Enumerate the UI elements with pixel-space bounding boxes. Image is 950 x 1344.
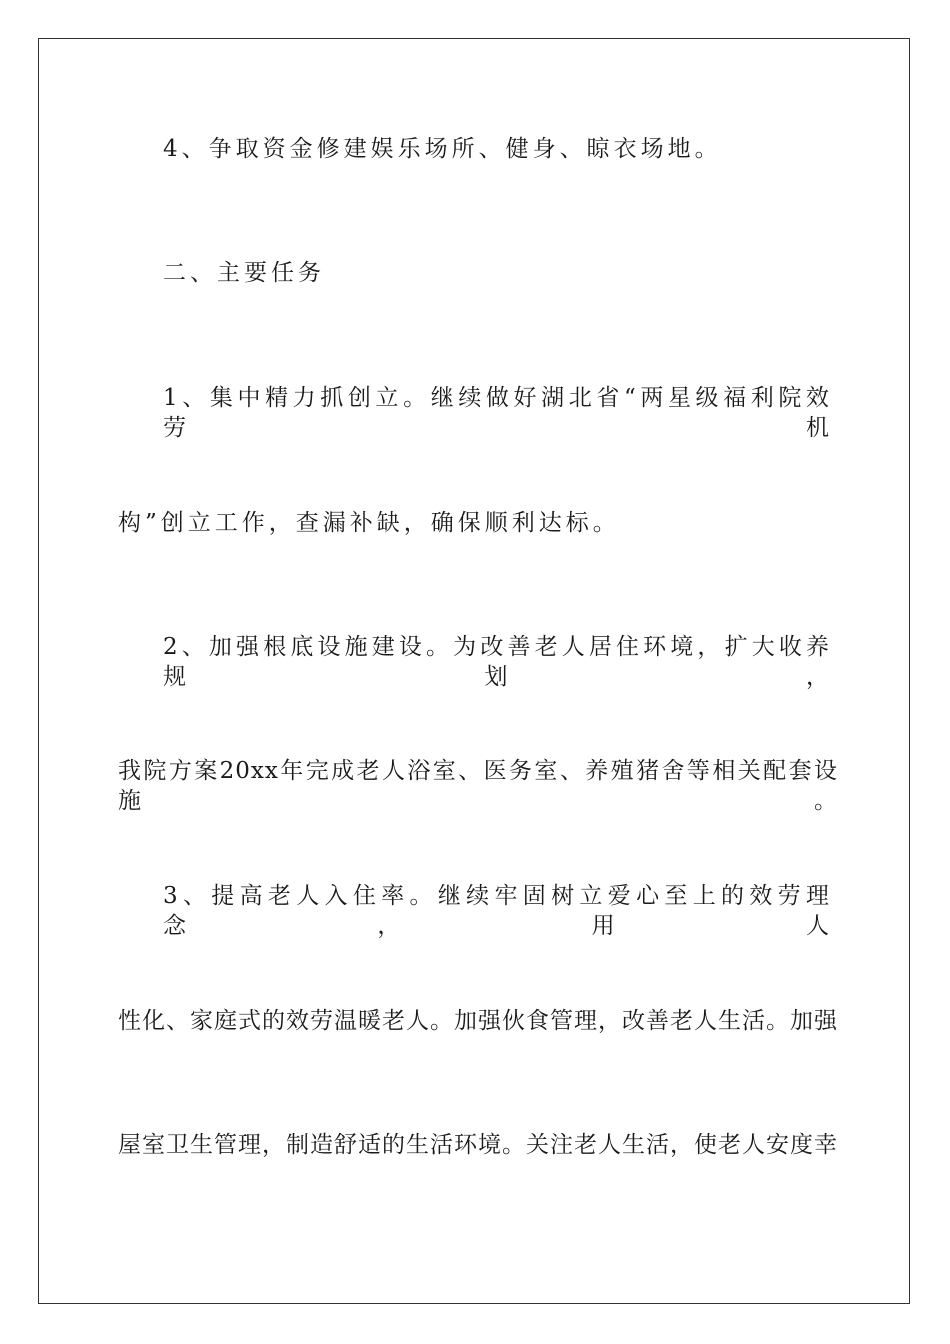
paragraph-item-3-line-3: 屋室卫生管理，制造舒适的生活环境。关注老人生活，使老人安度幸 xyxy=(118,1132,838,1158)
paragraph-item-2-line-2: 我院方案20xx年完成老人浴室、医务室、养殖猪舍等相关配套设施。 xyxy=(118,758,838,814)
paragraph-item-1-line-1: 1、集中精力抓创立。继续做好湖北省“两星级福利院效劳机 xyxy=(163,385,833,441)
paragraph-item-3-line-1: 3、提高老人入住率。继续牢固树立爱心至上的效劳理念，用人 xyxy=(163,883,833,939)
paragraph-item-3-line-2: 性化、家庭式的效劳温暖老人。加强伙食管理，改善老人生活。加强 xyxy=(118,1008,838,1034)
paragraph-item-1-line-2: 构”创立工作，查漏补缺，确保顺利达标。 xyxy=(118,510,620,536)
paragraph-item-2-line-1: 2、加强根底设施建设。为改善老人居住环境，扩大收养规划， xyxy=(163,634,833,690)
paragraph-item-4-funding: 4、争取资金修建娱乐场所、健身、晾衣场地。 xyxy=(163,136,722,162)
section-heading-main-tasks: 二、主要任务 xyxy=(163,260,325,286)
